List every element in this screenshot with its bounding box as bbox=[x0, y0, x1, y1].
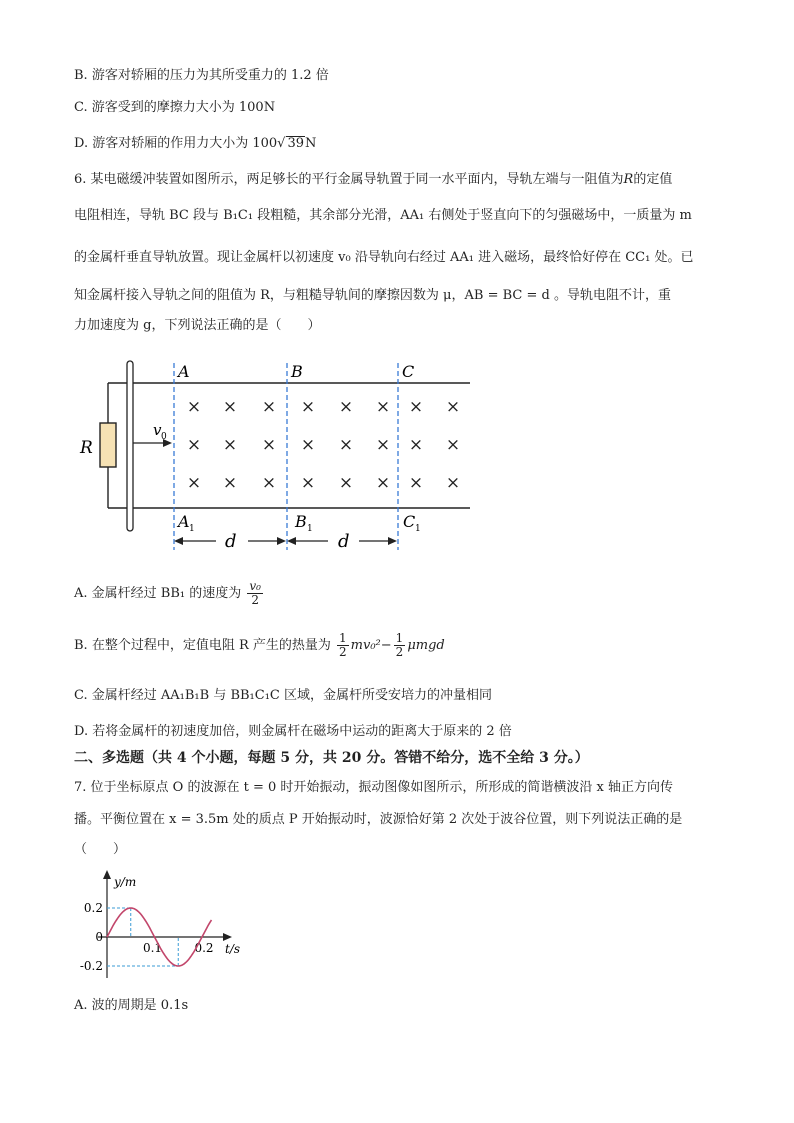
q6-option-b-mv2: mv₀² bbox=[350, 638, 381, 653]
x-tick-label: 0.2 bbox=[194, 941, 214, 955]
q5-option-d: D. 游客对轿厢的作用力大小为 100√ 39N bbox=[74, 136, 317, 151]
q6-line-4: 知金属杆接入导轨之间的阻值为 R，与粗糙导轨间的摩擦因数为 μ，AB = BC = d 。导轨电阻不计，重 bbox=[74, 288, 671, 303]
field-cross: × bbox=[300, 397, 316, 417]
resistor bbox=[100, 423, 116, 467]
field-cross: × bbox=[300, 435, 316, 455]
q6-line-2: 电阻相连，导轨 BC 段与 B₁C₁ 段粗糙，其余部分光滑，AA₁ 右侧处于竖直向下的匀强磁场中，一质量为 m bbox=[74, 208, 692, 223]
q6-line-1-text: 6. 某电磁缓冲装置如图所示，两足够长的平行金属导轨置于同一水平面内，导轨左端与一阻值为 bbox=[74, 172, 624, 187]
q6-option-a bbox=[74, 580, 265, 607]
label-b1-sub: 1 bbox=[307, 524, 313, 534]
velocity-label: v bbox=[153, 421, 162, 439]
field-cross: × bbox=[408, 435, 424, 455]
field-cross: × bbox=[408, 473, 424, 493]
field-cross: × bbox=[338, 473, 354, 493]
q6-option-b-text: B. 在整个过程中，定值电阻 R 产生的热量为 bbox=[74, 638, 331, 653]
q6-option-b-frac-1: $\frac{1}{2}$ bbox=[339, 631, 347, 659]
resistor-label: R bbox=[80, 438, 93, 458]
field-cross: × bbox=[261, 435, 277, 455]
q6-option-a-text: A. 金属杆经过 BB₁ 的速度为 bbox=[74, 586, 242, 601]
q6-option-b-minus: − bbox=[380, 638, 392, 653]
field-cross: × bbox=[222, 397, 238, 417]
field-cross: × bbox=[408, 397, 424, 417]
field-cross: × bbox=[186, 397, 202, 417]
field-cross: × bbox=[300, 473, 316, 493]
magnetic-field bbox=[187, 397, 460, 493]
label-c: C bbox=[402, 362, 415, 381]
label-a1: A bbox=[178, 512, 190, 531]
q6-line-3: 的金属杆垂直导轨放置。现让金属杆以初速度 v₀ 沿导轨向右经过 AA₁ 进入磁场，最终恰好停在 CC₁ 处。已 bbox=[74, 250, 694, 265]
q5-option-b: B. 游客对轿厢的压力为其所受重力的 1.2 倍 bbox=[74, 68, 329, 83]
q7-line-2: 播。平衡位置在 x = 3.5m 处的质点 P 开始振动时，波源恰好第 2 次处于波谷位置，则下列说法正确的是 bbox=[74, 812, 683, 827]
q6-option-b bbox=[74, 632, 445, 659]
q7-option-a: A. 波的周期是 0.1s bbox=[74, 998, 189, 1013]
q5-option-c: C. 游客受到的摩擦力大小为 100N bbox=[74, 100, 276, 115]
field-cross: × bbox=[222, 473, 238, 493]
label-a: A bbox=[178, 362, 190, 381]
y-tick-label: 0.2 bbox=[83, 901, 103, 915]
y-tick-label: 0 bbox=[95, 930, 103, 944]
metal-rod bbox=[127, 361, 133, 531]
label-c1-sub: 1 bbox=[415, 524, 421, 534]
q6-line-1-tail: 的定值 bbox=[633, 172, 673, 187]
section-2-heading: 二、多选题（共 4 个小题，每题 5 分，共 20 分。答错不给分，选不全给 3 分。） bbox=[74, 750, 589, 766]
q5-option-d-root: 39 bbox=[287, 136, 305, 151]
field-cross: × bbox=[375, 397, 391, 417]
field-cross: × bbox=[222, 435, 238, 455]
y-tick-label: -0.2 bbox=[79, 959, 103, 973]
dimension-d-2: d bbox=[338, 531, 350, 552]
label-b1: B bbox=[295, 512, 307, 531]
label-c1: C bbox=[403, 512, 416, 531]
q6-line-5: 力加速度为 g，下列说法正确的是（ ） bbox=[74, 318, 321, 333]
q7-line-3: （ ） bbox=[74, 842, 127, 857]
y-axis-label: y/m bbox=[114, 875, 137, 889]
vibration-chart bbox=[78, 866, 258, 986]
x-tick-label: 0.1 bbox=[142, 941, 163, 955]
q6-option-c: C. 金属杆经过 AA₁B₁B 与 BB₁C₁C 区域，金属杆所受安培力的冲量相同 bbox=[74, 688, 493, 703]
dimension-d-1: d bbox=[225, 531, 237, 552]
field-cross: × bbox=[375, 473, 391, 493]
q6-line-1 bbox=[74, 170, 672, 190]
q6-line-1-r: R bbox=[623, 172, 634, 187]
q6-option-d: D. 若将金属杆的初速度加倍，则金属杆在磁场中运动的距离大于原来的 2 倍 bbox=[74, 724, 512, 739]
field-cross: × bbox=[338, 397, 354, 417]
q5-option-d-unit: N bbox=[305, 136, 317, 151]
field-cross: × bbox=[261, 397, 277, 417]
q5-option-d-text: D. 游客对轿厢的作用力大小为 100 bbox=[74, 136, 278, 151]
field-cross: × bbox=[445, 397, 461, 417]
q7-line-1: 7. 位于坐标原点 O 的波源在 t = 0 时开始振动，振动图像如图所示，所形成的简谐横波沿 x 轴正方向传 bbox=[74, 780, 673, 795]
field-cross: × bbox=[375, 435, 391, 455]
field-cross: × bbox=[445, 473, 461, 493]
q6-option-b-mumgd: μmgd bbox=[407, 638, 445, 653]
q6-option-a-frac: $\frac{\text{v₀}}{2}$ bbox=[249, 579, 261, 607]
velocity-sub: 0 bbox=[161, 432, 167, 442]
x-axis-label: t/s bbox=[225, 942, 241, 956]
q6-option-b-frac-2: $\frac{1}{2}$ bbox=[395, 631, 404, 659]
field-cross: × bbox=[186, 473, 202, 493]
field-cross: × bbox=[445, 435, 461, 455]
field-cross: × bbox=[186, 435, 202, 455]
label-a1-sub: 1 bbox=[189, 524, 195, 534]
circuit-diagram bbox=[76, 355, 476, 555]
label-b: B bbox=[291, 362, 303, 381]
field-cross: × bbox=[338, 435, 354, 455]
field-cross: × bbox=[261, 473, 277, 493]
